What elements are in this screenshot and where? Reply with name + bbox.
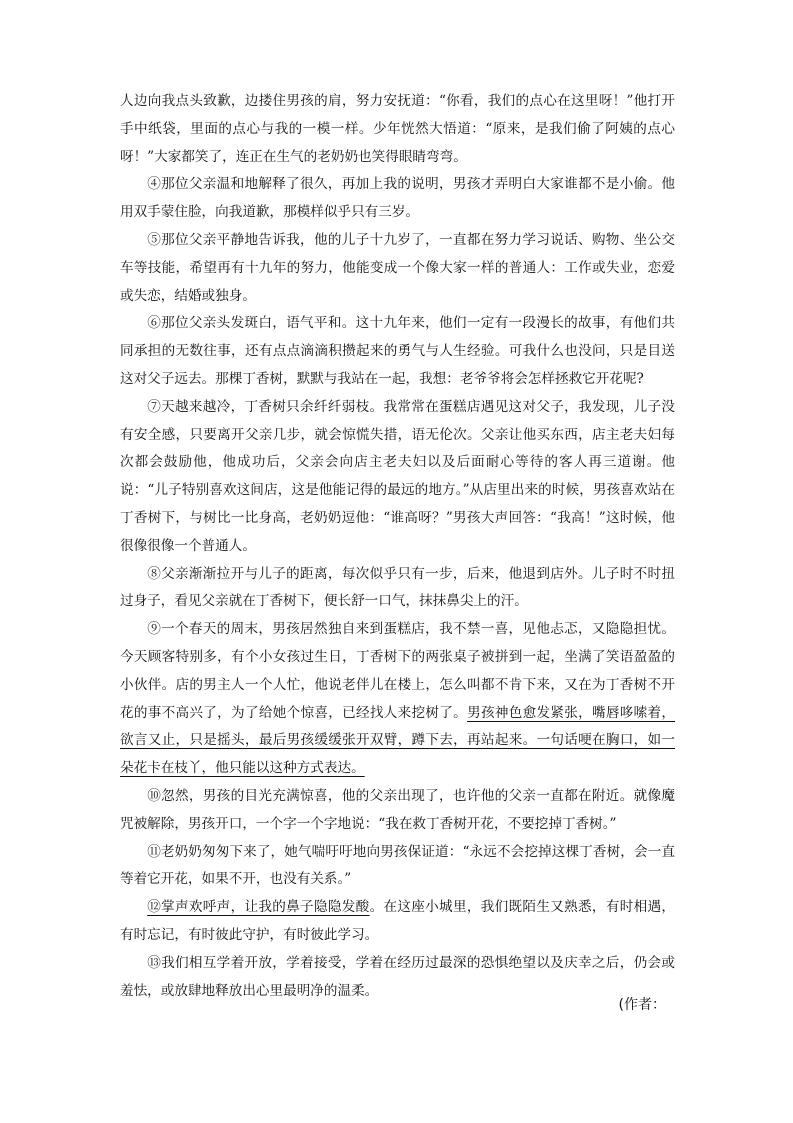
paragraph-9-text: ⑨一个春天的周末，男孩居然独自来到蛋糕店，我不禁一喜，见他忐忑，又隐隐担忧。今天顾客特别多，有个小女孩过生日，丁香树下的两张桌子被拼到一起，坐满了笑语盈盈的小伙伴。店的男主人一个人忙，他说老伴儿在楼上，怎么叫都不肯下来，又在为丁香树不开花的事不高兴了，为了给她个惊喜，已经找人来挖树了。	[120, 621, 675, 721]
paragraph-13: ⑬我们相互学着开放，学着接受，学着在经历过最深的恐惧绝望以及庆幸之后，仍会或羞怯，或放肆地释放出心里最明净的温柔。	[120, 954, 675, 999]
paragraph-4: ④那位父亲温和地解释了很久，再加上我的说明，男孩才弄明白大家谁都不是小偷。他用双手蒙住脸，向我道歉，那模样似乎只有三岁。	[120, 176, 675, 221]
paragraph-12	[120, 894, 675, 950]
paragraph-6: ⑥那位父亲头发斑白，语气平和。这十九年来，他们一定有一段漫长的故事，有他们共同承担的无数往事，还有点点滴滴积攒起来的勇气与人生经验。可我什么也没问，只是目送这对父子远去。那棵丁香树，默默与我站在一起，我想：老爷爷将会怎样拯救它开花呢?	[120, 315, 675, 387]
paragraph-5: ⑤那位父亲平静地告诉我，他的儿子十九岁了，一直都在努力学习说话、购物、坐公交车等技能，希望再有十九年的努力，他能变成一个像大家一样的普通人：工作或失业，恋爱或失恋，结婚或独身。	[120, 231, 675, 304]
paragraph-9	[120, 616, 675, 783]
paragraph-8: ⑧父亲渐渐拉开与儿子的距离，每次似乎只有一步，后来，他退到店外。儿子时不时扭过身子，看见父亲就在丁香树下，便长舒一口气，抹抹鼻尖上的汗。	[120, 565, 675, 610]
paragraph-10: ⑩忽然，男孩的目光充满惊喜，他的父亲出现了，也许他的父亲一直都在附近。就像魔咒被解除，男孩开口，一个字一个字地说：“我在救丁香树开花，不要挖掉丁香树。”	[120, 787, 675, 832]
paragraph-9-underlined: 男孩神色愈发紧张，嘴唇哆嗦着，欲言又止，只是摇头，最后男孩缓缓张开双臂，蹲下去，再站起来。一句话哽在胸口，如一朵花卡在枝丫，他只能以这种方式表达。	[120, 704, 676, 777]
article-body	[120, 88, 675, 1005]
paragraph-12-underlined: ⑫掌声欢呼声，让我的鼻子隐隐发酸	[147, 899, 370, 916]
paragraph-12-text: 。在这座小城里，我们既陌生又熟悉，有时相遇，有时忘记，有时彼此守护，有时彼此学习。	[120, 899, 676, 943]
paragraph-continuation: 人边向我点头致歉，边搂住男孩的肩，努力安抚道：“你看，我们的点心在这里呀！”他打开手中纸袋，里面的点心与我的一模一样。少年恍然大悟道：“原来，是我们偷了阿姨的点心呀！”大家都笑了，连正在生气的老奶奶也笑得眼睛弯弯。	[120, 93, 675, 165]
paragraph-11: ⑪老奶奶匆匆下来了，她气喘吁吁地向男孩保证道：“永远不会挖掉这棵丁香树，会一直等着它开花，如果不开，也没有关系。”	[120, 843, 675, 888]
author-label: (作者：	[618, 997, 666, 1013]
paragraph-7: ⑦天越来越冷，丁香树只余纤纤弱枝。我常常在蛋糕店遇见这对父子，我发现，儿子没有安全感，只要离开父亲几步，就会惊慌失措，语无伦次。父亲让他买东西，店主老夫妇每次都会鼓励他，他成功后，父亲会向店主老夫妇以及后面耐心等待的客人再三道谢。他说：“儿子特别喜欢这间店，这是他能记得的最远的地方。”从店里出来的时候，男孩喜欢站在丁香树下，与树比一比身高，老奶奶逗他：“谁高呀？”男孩大声回答：“我高！”这时候，他很像很像一个普通人。	[120, 398, 675, 554]
